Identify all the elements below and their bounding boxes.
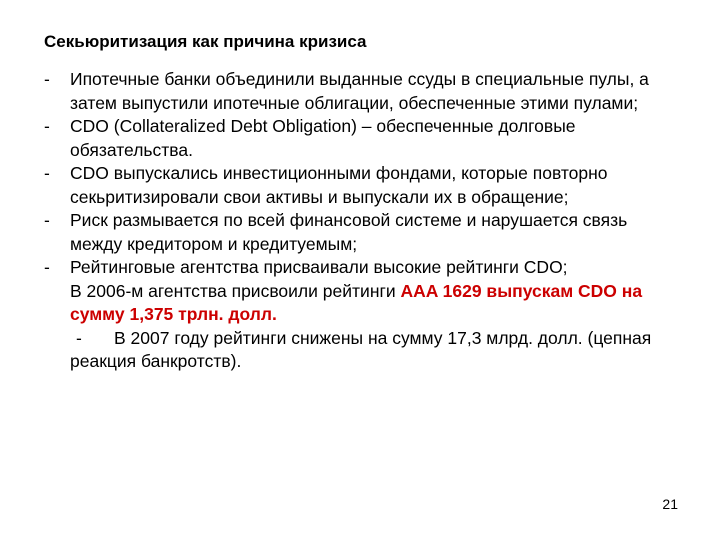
- sub-bullet-text: В 2007 году рейтинги снижены на сумму 17,3 млрд. долл. (цепная реакция банкротств).: [70, 327, 652, 371]
- sub-bullet-marker: -: [76, 327, 82, 348]
- bullet-item: [44, 162, 684, 209]
- bullet-item: [44, 209, 684, 256]
- page-number: 21: [662, 496, 678, 512]
- bullet-text: Рейтинговые агентства присваивали высокие рейтинги CDO;: [70, 257, 568, 277]
- bullet-item: [44, 68, 684, 115]
- slide-title: Секьюритизация как причина кризиса: [44, 32, 367, 51]
- bullet-marker: -: [44, 210, 50, 230]
- sub-bullet-item: [44, 327, 684, 374]
- highlighted-rating-text: AAA 1629 выпускам CDO на сумму 1,375 трлн. долл.: [70, 280, 643, 324]
- bullet-marker: -: [44, 163, 50, 183]
- bullet-text: Ипотечные банки объединили выданные ссуды в специальные пулы, а затем выпустили ипотечные облигации, обеспеченные этими пулами;: [70, 69, 649, 113]
- bullet-text: Риск размывается по всей финансовой системе и нарушается связь между кредитором и кредитуемым;: [70, 210, 628, 254]
- sub-paragraph-prefix: В 2006-м агентства присвоили рейтинги: [70, 280, 401, 301]
- bullet-item: [44, 115, 684, 162]
- sub-paragraph: [44, 280, 684, 327]
- bullet-marker: -: [44, 69, 50, 89]
- bullet-item: [44, 256, 684, 280]
- bullet-text: CDO выпускались инвестиционными фондами, которые повторно секьритизировали свои активы и выпускали их в обращение;: [70, 163, 608, 207]
- bullet-list: [44, 68, 684, 374]
- bullet-marker: -: [44, 257, 50, 277]
- bullet-text: CDO (Collateralized Debt Obligation) – обеспеченные долговые обязательства.: [70, 116, 576, 160]
- bullet-marker: -: [44, 116, 50, 136]
